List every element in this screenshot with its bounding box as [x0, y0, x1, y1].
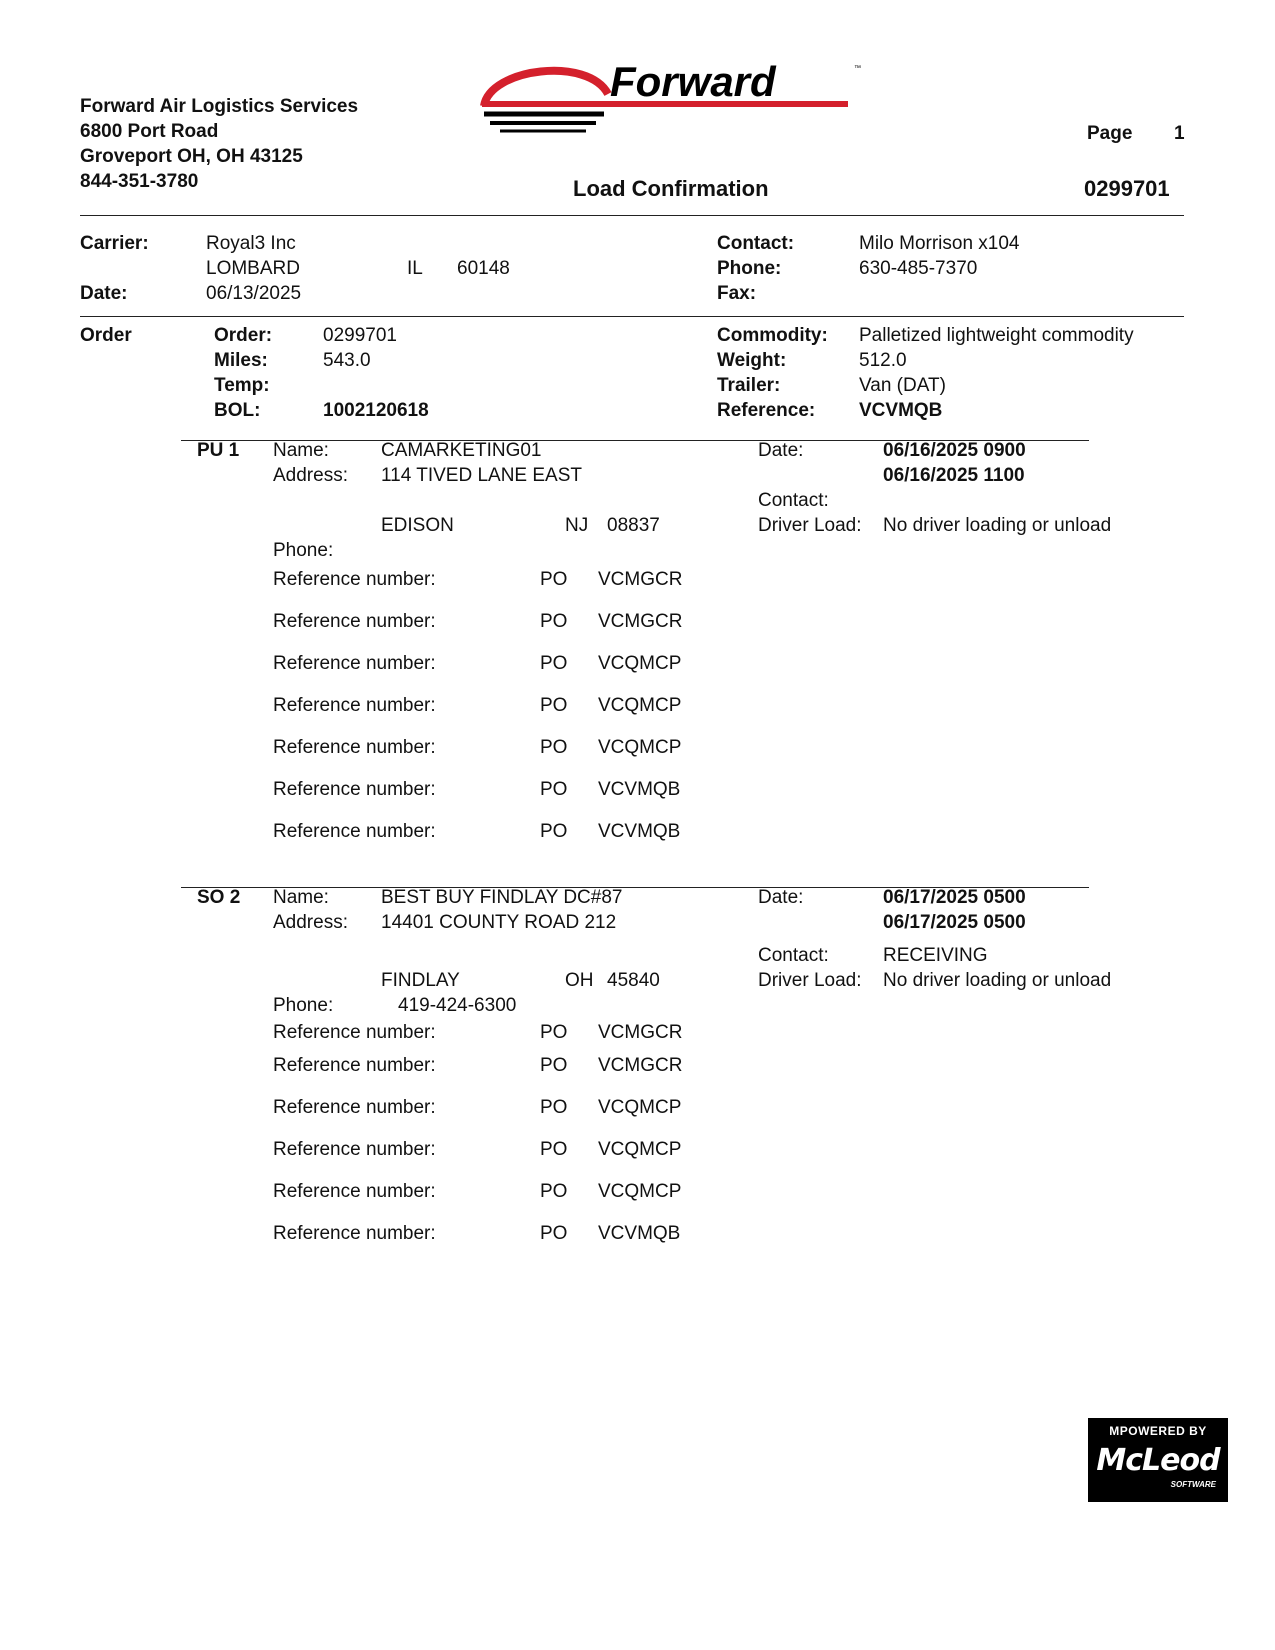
carrier-name: Royal3 Inc — [206, 233, 296, 254]
reference-row-type: PO — [540, 653, 568, 674]
reference-row-value: VCQMCP — [598, 695, 682, 716]
contact-value: Milo Morrison x104 — [859, 233, 1020, 254]
reference-row-value: VCQMCP — [598, 1097, 682, 1118]
reference-row-type: PO — [540, 1055, 568, 1076]
reference-row-label: Reference number: — [273, 569, 436, 590]
stop-state: OH — [565, 970, 594, 991]
carrier-date-label: Date: — [80, 283, 128, 304]
reference-row-label: Reference number: — [273, 1097, 436, 1118]
reference-row-label: Reference number: — [273, 1181, 436, 1202]
bol-label: BOL: — [214, 400, 261, 421]
reference-value: VCVMQB — [859, 400, 943, 421]
reference-row-label: Reference number: — [273, 695, 436, 716]
reference-row-label: Reference number: — [273, 1139, 436, 1160]
company-address-line2: Groveport OH, OH 43125 — [80, 146, 303, 167]
page-label: Page — [1087, 123, 1133, 144]
stop-driver-load-label: Driver Load: — [758, 515, 862, 536]
reference-row-label: Reference number: — [273, 611, 436, 632]
stop-driver-load-label: Driver Load: — [758, 970, 862, 991]
stop-contact: RECEIVING — [883, 945, 988, 966]
forward-logo-graphic — [478, 58, 878, 148]
stop-zip: 45840 — [607, 970, 660, 991]
miles-label: Miles: — [214, 350, 268, 371]
doc-title: Load Confirmation — [573, 176, 769, 201]
mcleod-powered-by-badge — [1088, 1418, 1228, 1502]
stop-phone: 419-424-6300 — [398, 995, 517, 1016]
carrier-date: 06/13/2025 — [206, 283, 302, 304]
temp-label: Temp: — [214, 375, 270, 396]
forward-logo — [478, 58, 878, 148]
reference-row-value: VCQMCP — [598, 737, 682, 758]
reference-row-label: Reference number: — [273, 821, 436, 842]
carrier-label: Carrier: — [80, 233, 149, 254]
reference-row-value: VCVMQB — [598, 1223, 681, 1244]
miles-value: 543.0 — [323, 350, 371, 371]
stop-name-label: Name: — [273, 440, 329, 461]
stop-address-label: Address: — [273, 465, 348, 486]
company-name: Forward Air Logistics Services — [80, 96, 359, 117]
reference-row-type: PO — [540, 821, 568, 842]
stop-city: EDISON — [381, 515, 454, 536]
stop-date-start: 06/17/2025 0500 — [883, 887, 1026, 908]
stop-driver-load: No driver loading or unload — [883, 970, 1112, 991]
phone-value: 630-485-7370 — [859, 258, 978, 279]
stop-address-label: Address: — [273, 912, 348, 933]
stop-state: NJ — [565, 515, 589, 536]
reference-row-type: PO — [540, 611, 568, 632]
reference-row-type: PO — [540, 1022, 568, 1043]
carrier-zip: 60148 — [457, 258, 510, 279]
logo-trademark: ™ — [854, 65, 861, 72]
company-phone: 844-351-3780 — [80, 171, 199, 192]
logo-wordmark: Forward — [610, 58, 776, 105]
stop-code: PU 1 — [197, 440, 240, 461]
reference-row-value: VCQMCP — [598, 653, 682, 674]
stop-zip: 08837 — [607, 515, 660, 536]
order-number: 0299701 — [323, 325, 397, 346]
reference-row-value: VCQMCP — [598, 1181, 682, 1202]
stop-contact-label: Contact: — [758, 945, 829, 966]
bol-value: 1002120618 — [323, 400, 429, 421]
reference-row-type: PO — [540, 1223, 568, 1244]
reference-row-type: PO — [540, 779, 568, 800]
commodity-label: Commodity: — [717, 325, 828, 346]
reference-row-type: PO — [540, 737, 568, 758]
order-section-label: Order — [80, 325, 132, 346]
reference-row-label: Reference number: — [273, 1022, 436, 1043]
stop-contact-label: Contact: — [758, 490, 829, 511]
reference-row-value: VCMGCR — [598, 611, 683, 632]
page-number: 1 — [1174, 123, 1185, 144]
trailer-label: Trailer: — [717, 375, 781, 396]
reference-row-value: VCMGCR — [598, 1055, 683, 1076]
reference-row-type: PO — [540, 1097, 568, 1118]
stop-date-label: Date: — [758, 887, 804, 908]
carrier-state: IL — [407, 258, 423, 279]
commodity-value: Palletized lightweight commodity — [859, 325, 1134, 346]
reference-row-value: VCQMCP — [598, 1139, 682, 1160]
badge-software-text: SOFTWARE — [1170, 1480, 1216, 1489]
phone-label: Phone: — [717, 258, 782, 279]
reference-row-type: PO — [540, 1181, 568, 1202]
stop-date-label: Date: — [758, 440, 804, 461]
badge-powered-by-text: MPOWERED BY — [1109, 1424, 1207, 1438]
stop-date-end: 06/16/2025 1100 — [883, 465, 1025, 486]
reference-row-value: VCVMQB — [598, 821, 681, 842]
stop-phone-label: Phone: — [273, 540, 334, 561]
weight-label: Weight: — [717, 350, 787, 371]
stop-name-label: Name: — [273, 887, 329, 908]
reference-row-label: Reference number: — [273, 653, 436, 674]
contact-label: Contact: — [717, 233, 795, 254]
stop-date-end: 06/17/2025 0500 — [883, 912, 1026, 933]
order-number-label: Order: — [214, 325, 273, 346]
reference-row-label: Reference number: — [273, 1223, 436, 1244]
reference-row-label: Reference number: — [273, 1055, 436, 1076]
weight-value: 512.0 — [859, 350, 907, 371]
stop-date-start: 06/16/2025 0900 — [883, 440, 1026, 461]
stop-code: SO 2 — [197, 887, 241, 908]
stop-city: FINDLAY — [381, 970, 460, 991]
header-divider — [80, 215, 1184, 216]
badge-mcleod-wordmark: McLeod — [1096, 1443, 1220, 1478]
reference-row-type: PO — [540, 1139, 568, 1160]
reference-row-value: VCVMQB — [598, 779, 681, 800]
carrier-city: LOMBARD — [206, 258, 300, 279]
reference-row-label: Reference number: — [273, 737, 436, 758]
reference-label: Reference: — [717, 400, 816, 421]
stop-name: BEST BUY FINDLAY DC#87 — [381, 887, 623, 908]
stop-phone-label: Phone: — [273, 995, 334, 1016]
reference-row-label: Reference number: — [273, 779, 436, 800]
trailer-value: Van (DAT) — [859, 375, 946, 396]
doc-number: 0299701 — [1084, 176, 1170, 201]
reference-row-type: PO — [540, 569, 568, 590]
stop-address: 14401 COUNTY ROAD 212 — [381, 912, 617, 933]
reference-row-type: PO — [540, 695, 568, 716]
fax-label: Fax: — [717, 283, 757, 304]
reference-row-value: VCMGCR — [598, 569, 683, 590]
reference-row-value: VCMGCR — [598, 1022, 683, 1043]
stop-address: 114 TIVED LANE EAST — [381, 465, 582, 486]
stop-driver-load: No driver loading or unload — [883, 515, 1112, 536]
carrier-divider — [80, 316, 1184, 317]
company-address-line1: 6800 Port Road — [80, 121, 219, 142]
stop-name: CAMARKETING01 — [381, 440, 542, 461]
